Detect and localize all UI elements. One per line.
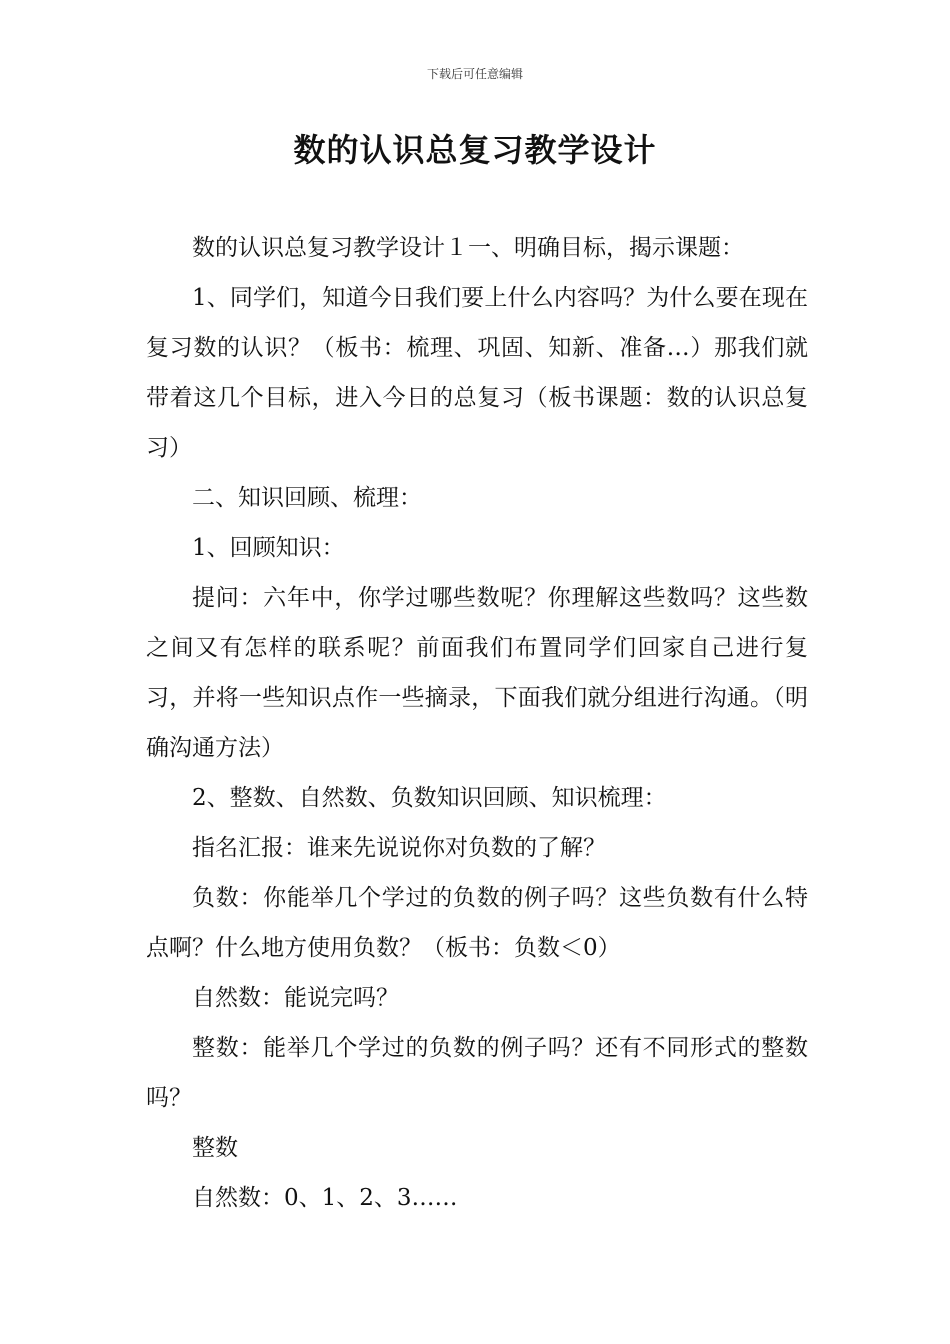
paragraph: 负数：你能举几个学过的负数的例子吗？这些负数有什么特点啊？什么地方使用负数？（板书：负数＜0） [146,885,808,961]
header-note: 下载后可任意编辑 [426,67,523,81]
document-body [146,223,808,1223]
document-title: 数的认识总复习教学设计 [293,131,657,169]
paragraph: 2、整数、自然数、负数知识回顾、知识梳理： [192,785,667,811]
paragraph: 自然数：能说完吗？ [192,985,399,1011]
paragraph: 提问：六年中，你学过哪些数呢？你理解这些数吗？这些数之间又有怎样的联系呢？前面我们布置同学们回家自己进行复习，并将一些知识点作一些摘录，下面我们就分组进行沟通。（明确沟通方法） [146,585,808,761]
paragraph: 指名汇报：谁来先说说你对负数的了解？ [192,835,606,861]
paragraph: 整数 [192,1135,238,1161]
paragraph: 1、同学们，知道今日我们要上什么内容吗？为什么要在现在复习数的认识？（板书：梳理、巩固、知新、准备…）那我们就带着这几个目标，进入今日的总复习（板书课题：数的认识总复习） [146,285,808,461]
paragraph: 自然数：0、1、2、3…… [192,1185,458,1211]
paragraph: 二、知识回顾、梳理： [192,485,422,511]
paragraph: 1、回顾知识： [192,535,345,561]
paragraph: 整数：能举几个学过的负数的例子吗？还有不同形式的整数吗？ [146,1035,808,1111]
paragraph: 数的认识总复习教学设计１一、明确目标，揭示课题： [192,235,744,261]
